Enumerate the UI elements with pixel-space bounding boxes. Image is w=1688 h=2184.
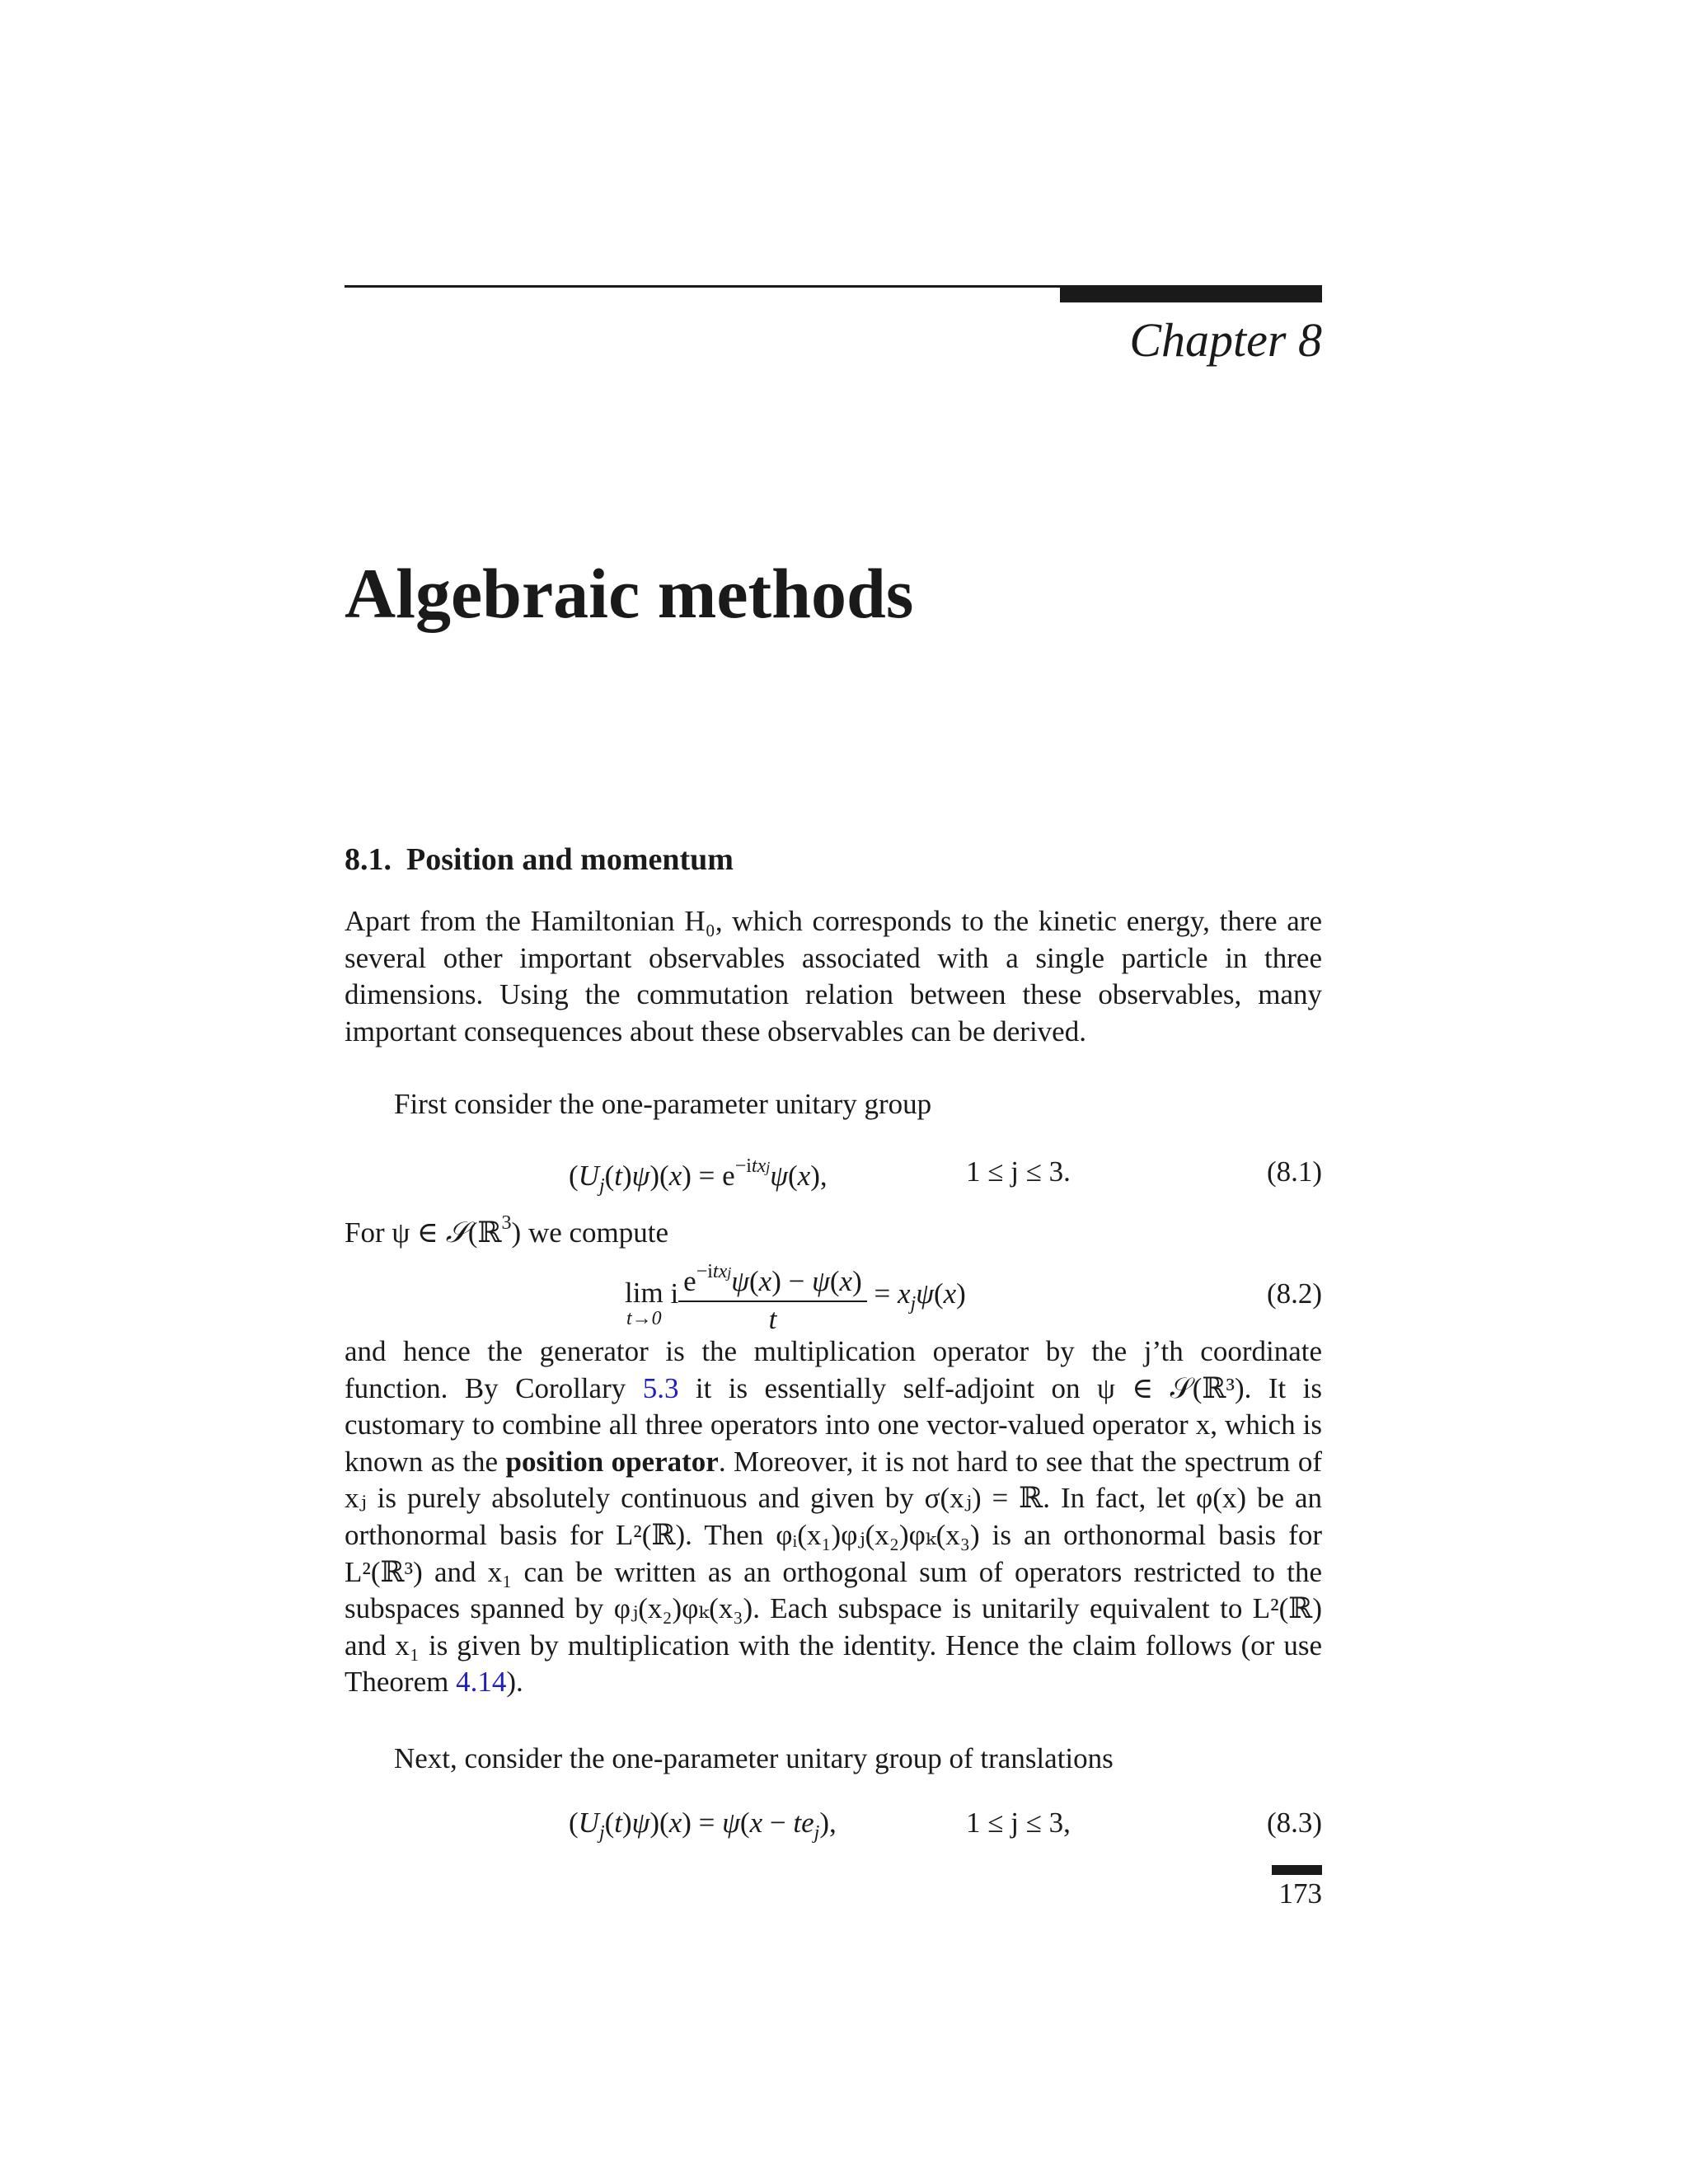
page-number: 173 bbox=[1278, 1877, 1322, 1910]
equation-8-3-body: $(U_j(t)\psi)(x) = \psi(x - te_j)$, bbox=[569, 1807, 837, 1844]
paragraph-unitary-group: First consider the one-parameter unitary group bbox=[394, 1088, 932, 1120]
chapter-label: Chapter 8 bbox=[1129, 313, 1322, 367]
paragraph-position-part-c: . Moreover, it is not hard to see that the spectrum of xⱼ is purely absolutely continuous and given by σ(xⱼ) = ℝ. In fact, let φ(x) be an orthonormal basis for L²(ℝ). Then φᵢ(x₁)φⱼ(x₂)φₖ(x₃) is an orthonormal basis for L²(ℝ³) and x₁ can be written as an orthogonal sum of operators restricted to the subspaces spanned by φⱼ(x₂)φₖ(x₃). Each subspace is unitarily equivalent to L²(ℝ) and x₁ is given by multiplication with the identity. Hence the claim follows (or use Theorem bbox=[345, 1445, 1322, 1699]
equation-8-3-condition: 1 ≤ j ≤ 3, bbox=[966, 1807, 1071, 1839]
equation-8-1-condition: 1 ≤ j ≤ 3. bbox=[966, 1155, 1071, 1188]
equation-8-1-label: (8.1) bbox=[1266, 1155, 1322, 1188]
equation-8-2-body: lim t→0 i $\frac{e^{-itxj}\psi(x) - \psi(x)}{t}$ = $x_j\psi(x)$ bbox=[625, 1254, 966, 1337]
paragraph-position-operator bbox=[345, 1333, 1322, 1701]
equation-8-3-label: (8.3) bbox=[1266, 1807, 1322, 1839]
section-number: 8.1. bbox=[345, 842, 392, 877]
position-operator-term: position operator bbox=[505, 1445, 719, 1478]
page-number-mark bbox=[1272, 1865, 1322, 1875]
paragraph-intro: Apart from the Hamiltonian H₀, which corresponds to the kinetic energy, there are several other important observables associated with a single particle in three dimensions. Using the commutation relation between these observables, many important consequences about these observables can be derived. bbox=[345, 905, 1322, 1047]
paragraph-position-part-b: it is essentially self-adjoint on ψ ∈ 𝒮(ℝ³). It is customary to combine all three operators into one vector-valued operator x, which is known as the bbox=[345, 1371, 1322, 1478]
paragraph-compute: For ψ ∈ 𝒮(ℝ$^3$) we compute bbox=[345, 1212, 669, 1249]
equation-8-2 bbox=[345, 1254, 1322, 1333]
corollary-link[interactable]: 5.3 bbox=[642, 1371, 679, 1404]
paragraph-position-part-a: and hence the generator is the multiplication operator by the j’th coordinate function. By Corollary bbox=[345, 1335, 1322, 1404]
equation-8-3 bbox=[345, 1807, 1322, 1846]
paragraph-translations: Next, consider the one-parameter unitary group of translations bbox=[394, 1742, 1114, 1774]
paragraph-position-part-d: ). bbox=[506, 1666, 523, 1699]
theorem-link[interactable]: 4.14 bbox=[456, 1666, 507, 1699]
paragraph-compute-suffix: we compute bbox=[521, 1216, 669, 1249]
section-heading bbox=[345, 839, 734, 880]
equation-8-2-label: (8.2) bbox=[1266, 1277, 1322, 1310]
chapter-title: Algebraic methods bbox=[345, 554, 914, 633]
equation-8-1 bbox=[345, 1155, 1322, 1195]
equation-8-1-body: $(U_j(t)\psi)(x) = e^{-itxj}\psi(x)$, bbox=[569, 1155, 828, 1197]
section-title: Position and momentum bbox=[406, 842, 734, 877]
chapter-rule-bar bbox=[1060, 285, 1322, 302]
paragraph-compute-prefix: For ψ ∈ bbox=[345, 1216, 446, 1249]
